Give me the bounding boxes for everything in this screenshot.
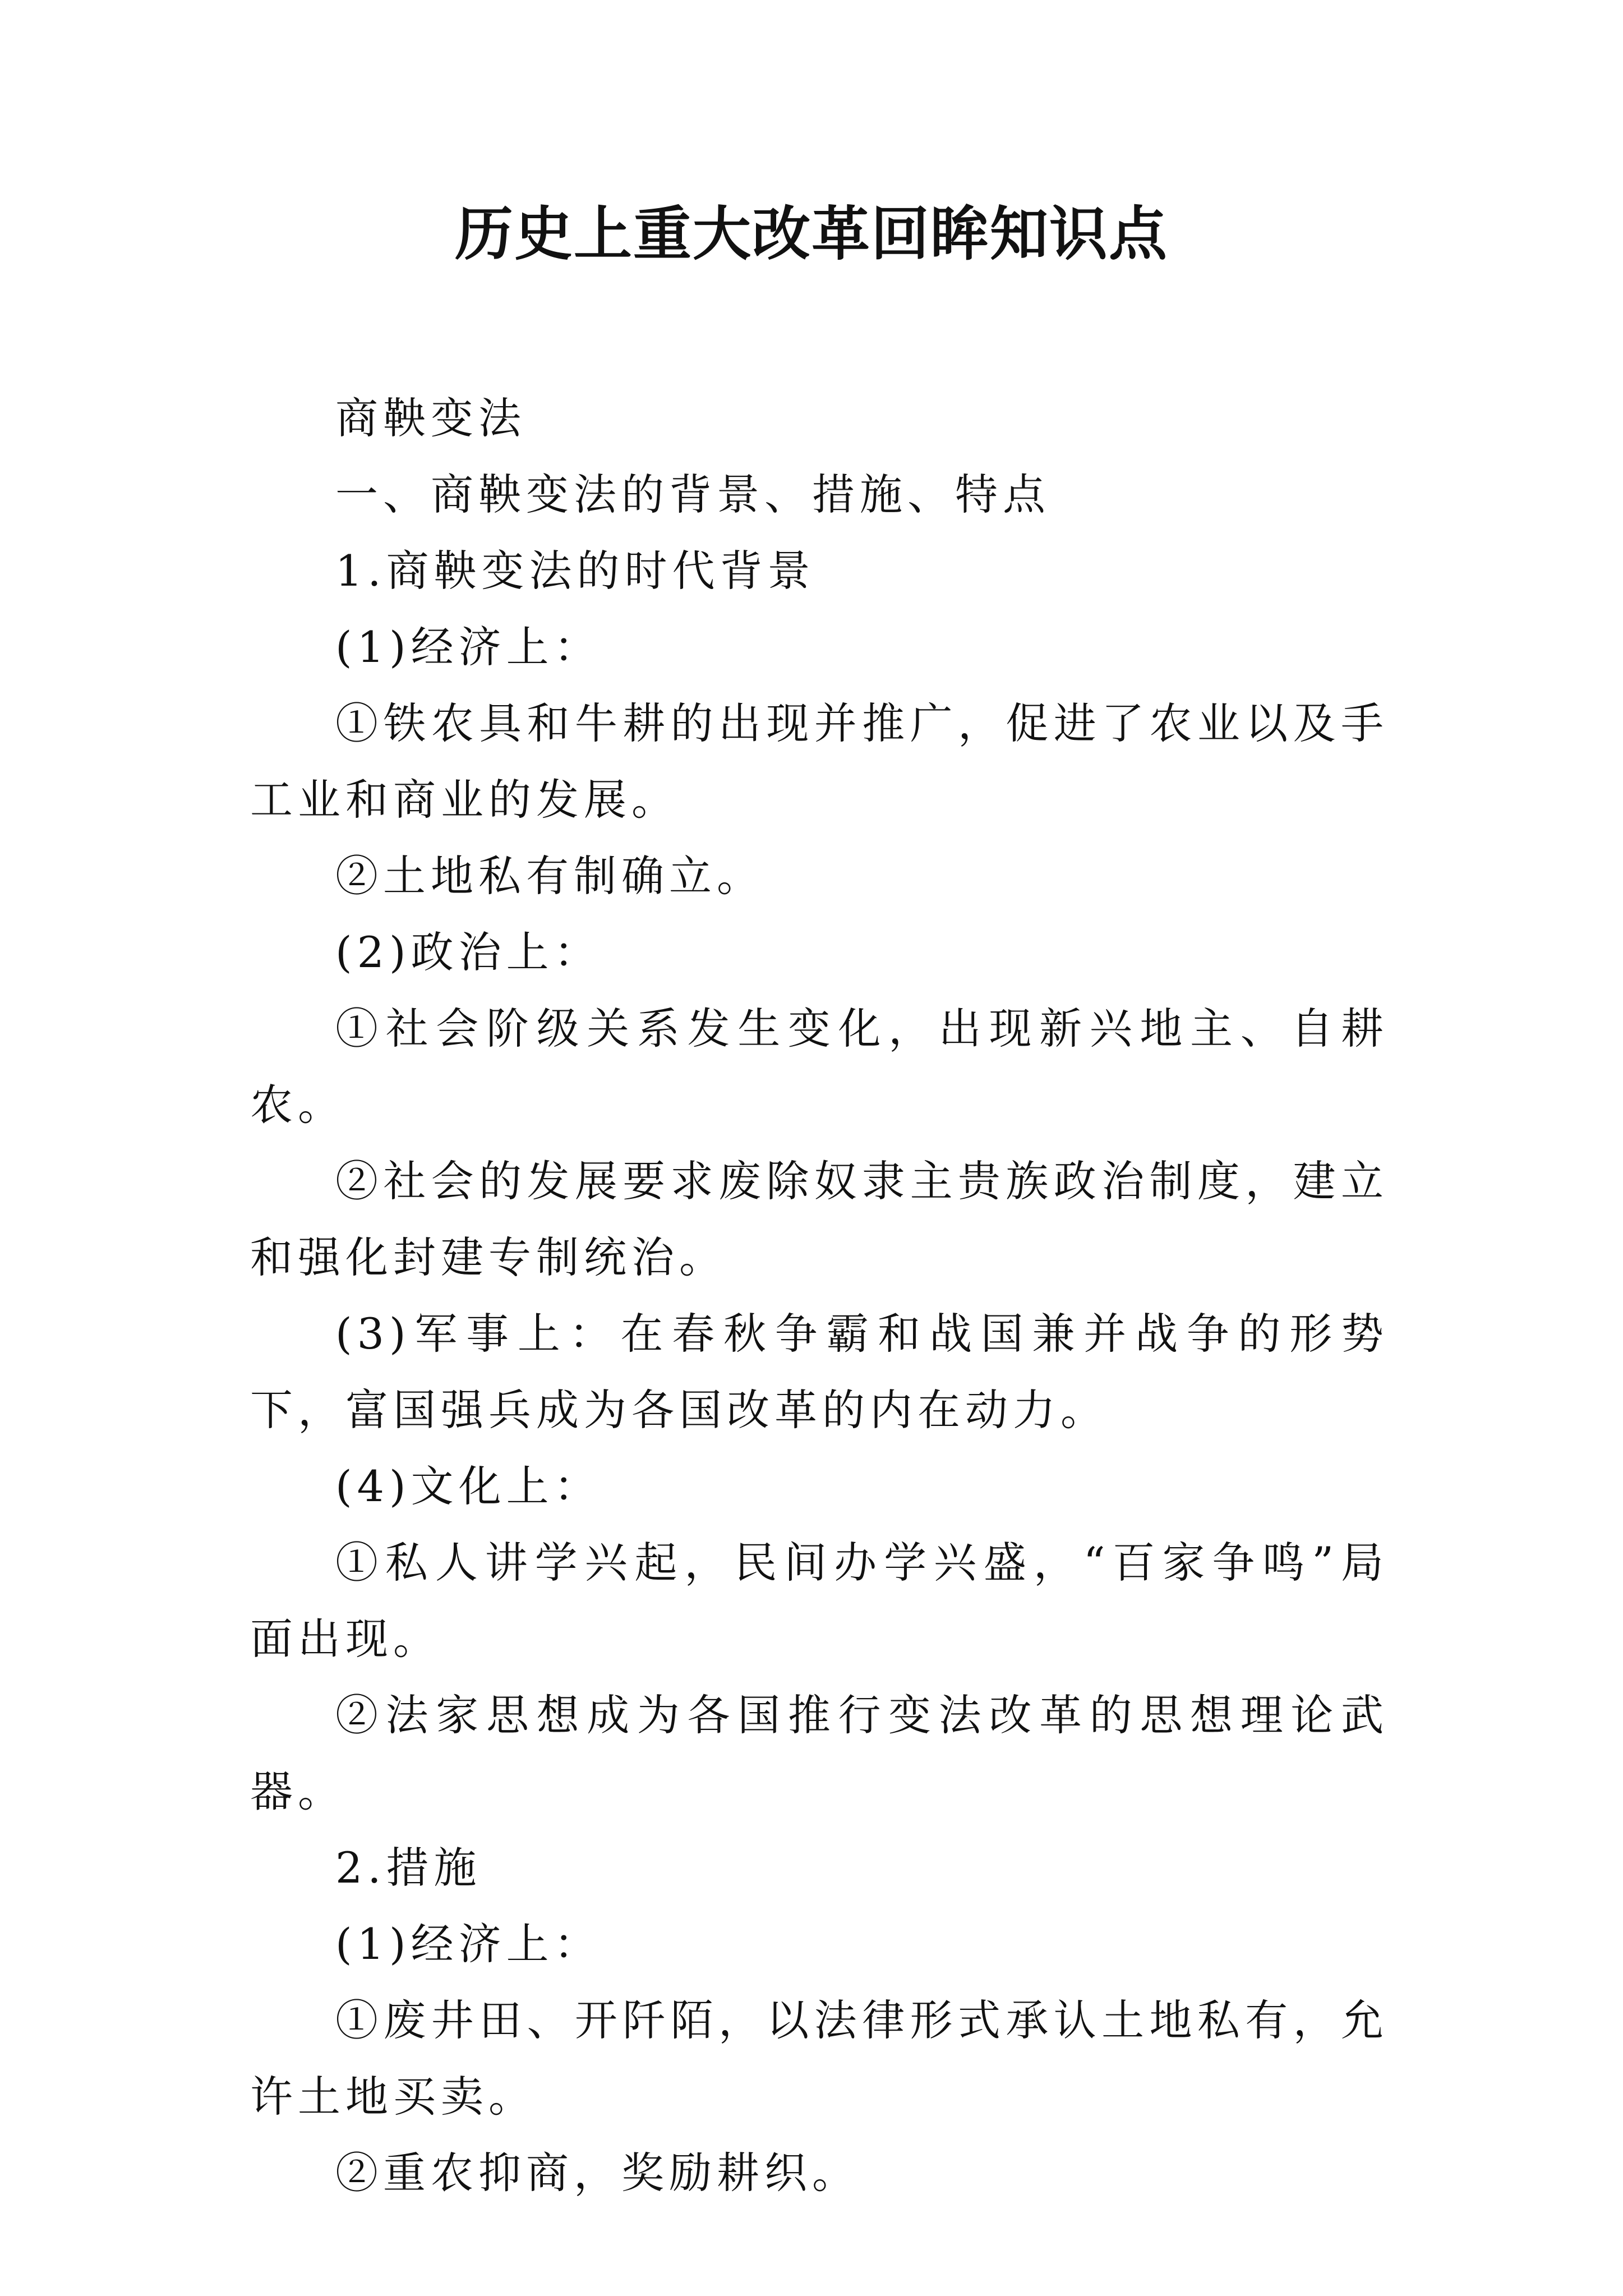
paragraph: ②重农抑商，奖励耕织。 [335,2148,860,2198]
paragraph: ①社会阶级关系发生变化，出现新兴地主、自耕农。 [250,1004,1389,1130]
subheading: 2.措施 [335,1843,482,1893]
chapter-heading: 一、商鞅变法的背景、措施、特点 [335,470,1050,519]
item-heading: (1)经济上： [335,622,602,672]
subheading: 1.商鞅变法的时代背景 [335,546,815,596]
paragraph: ②社会的发展要求废除奴隶主贵族政治制度，建立和强化封建专制统治。 [250,1156,1389,1282]
paragraph: (3)军事上：在春秋争霸和战国兼并战争的形势下，富国强兵成为各国改革的内在动力。 [250,1309,1389,1435]
paragraph: ②土地私有制确立。 [335,851,764,901]
item-heading: (2)政治上： [335,927,602,977]
item-heading: (1)经济上： [335,1919,602,1969]
document-title: 历史上重大改革回眸知识点 [454,200,1168,268]
item-heading: (4)文化上： [335,1461,602,1511]
paragraph: ①铁农具和牛耕的出现并推广，促进了农业以及手工业和商业的发展。 [250,698,1389,825]
paragraph: ②法家思想成为各国推行变法改革的思想理论武器。 [250,1690,1389,1816]
paragraph: ①废井田、开阡陌，以法律形式承认土地私有，允许土地买卖。 [250,1995,1389,2122]
paragraph: ①私人讲学兴起，民间办学兴盛，“百家争鸣”局面出现。 [250,1538,1389,1664]
document-body [250,380,1389,2211]
section-heading: 商鞅变法 [335,393,526,443]
